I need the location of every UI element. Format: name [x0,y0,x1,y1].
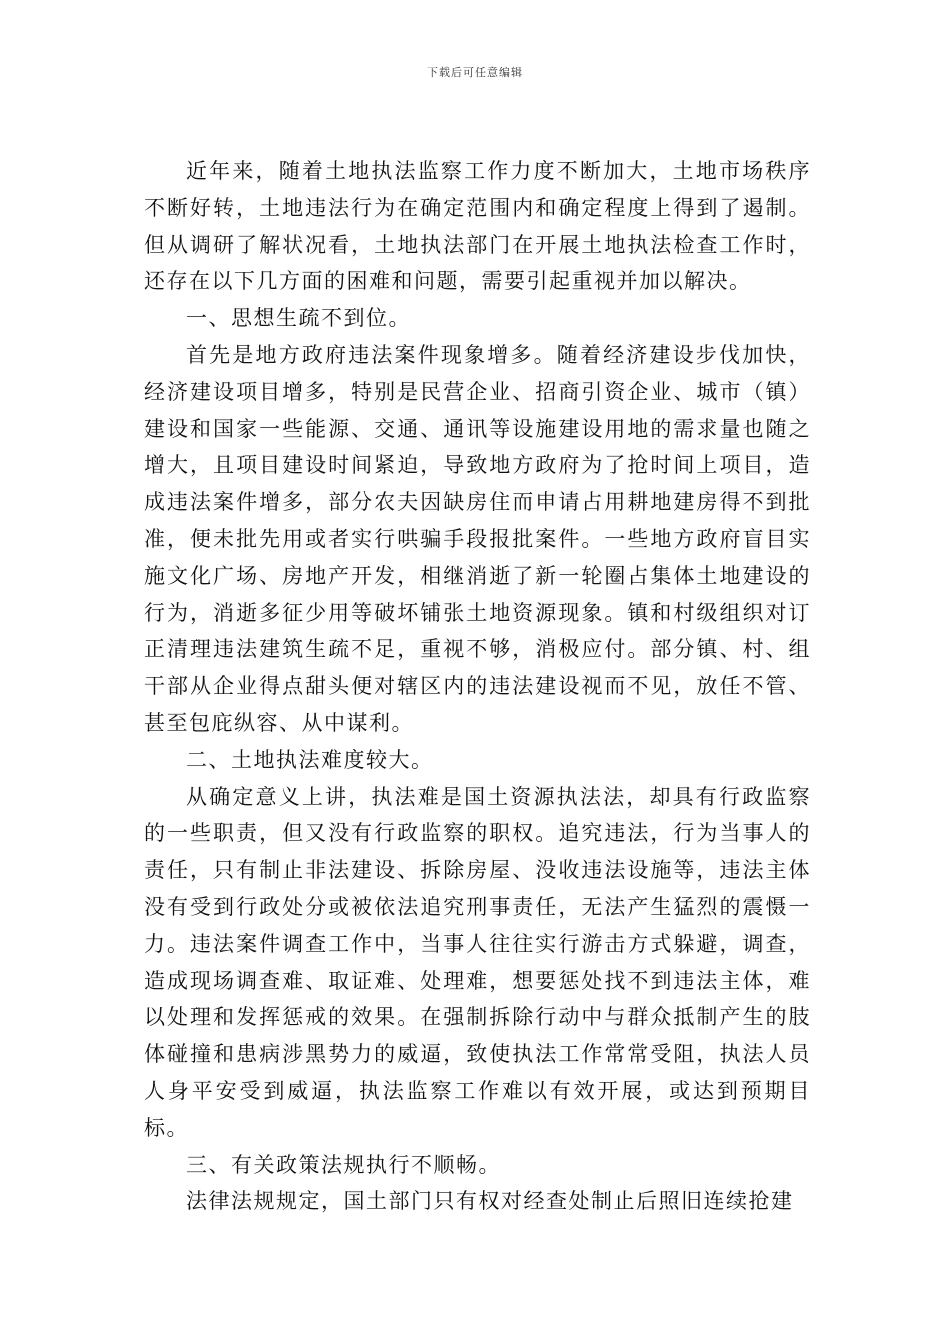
paragraph-intro: 近年来，随着土地执法监察工作力度不断加大，土地市场秩序不断好转，土地违法行为在确定范围内和确定程度上得到了遏制。但从调研了解状况看，土地执法部门在开展土地执法检查工作时，还存在以下几方面的困难和问题，需要引起重视并加以解决。 [144,159,811,294]
header-note: 下载后可任意编辑 [427,66,523,79]
paragraph-section-3: 法律法规规定，国土部门只有权对经查处制止后照旧连续抢建 [186,1189,794,1214]
section-heading-3: 三、有关政策法规执行不顺畅。 [186,1152,501,1177]
document-body [144,153,811,1220]
paragraph-section-2: 从确定意义上讲，执法难是国土资源执法法，却具有行政监察的一些职责，但又没有行政监察的职权。追究违法，行为当事人的责任，只有制止非法建设、拆除房屋、没收违法设施等，违法主体没有受到行政处分或被依法追究刑事责任，无法产生猛烈的震慑一力。违法案件调查工作中，当事人往往实行游击方式躲避，调查，造成现场调查难、取证难、处理难，想要惩处找不到违法主体，难以处理和发挥惩戒的效果。在强制拆除行动中与群众抵制产生的肢体碰撞和患病涉黑势力的威逼，致使执法工作常常受阻，执法人员人身平安受到威逼，执法监察工作难以有效开展，或达到预期目标。 [144,784,811,1140]
section-heading-1: 一、思想生疏不到位。 [186,306,411,331]
paragraph-section-1: 首先是地方政府违法案件现象增多。随着经济建设步伐加快，经济建设项目增多，特别是民营企业、招商引资企业、城市（镇）建设和国家一些能源、交通、通讯等设施建设用地的需求量也随之增大，且项目建设时间紧迫，导致地方政府为了抢时间上项目，造成违法案件增多，部分农夫因缺房住而申请占用耕地建房得不到批准，便未批先用或者实行哄骗手段报批案件。一些地方政府盲目实施文化广场、房地产开发，相继消逝了新一轮圈占集体土地建设的行为，消逝多征少用等破坏铺张土地资源现象。镇和村级组织对订正清理违法建筑生疏不足，重视不够，消极应付。部分镇、村、组干部从企业得点甜头便对辖区内的违法建设视而不见，放任不管、甚至包庇纵容、从中谋利。 [144,342,811,735]
section-heading-2: 二、土地执法难度较大。 [186,747,434,772]
